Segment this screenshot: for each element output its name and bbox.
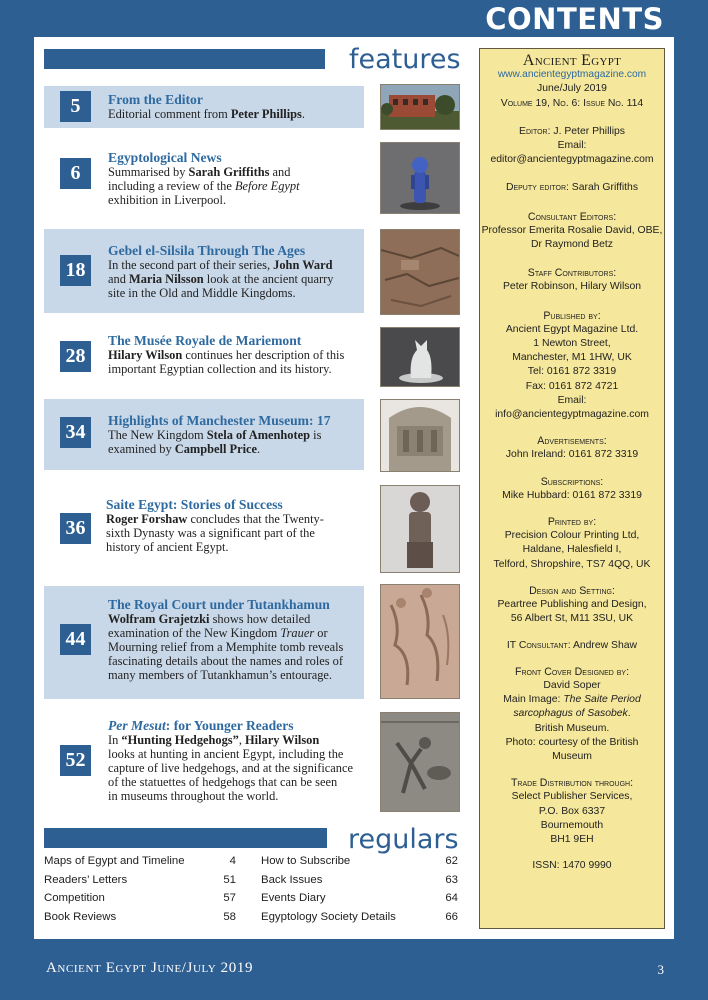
- footer-page-number: 3: [657, 962, 664, 977]
- feature-item[interactable]: 44 The Royal Court under Tutankhamun Wolfram Grajetzki shows how detailed examination of the New Kingdom Trauer or Mourning relief from a Memphite tomb reveals fascinating details about the names and roles of many members of Tutankhamun’s entourage.: [44, 586, 364, 699]
- page-number-badge: 6: [60, 158, 91, 189]
- contents-title: CONTENTS: [485, 2, 664, 36]
- page-number-badge: 18: [60, 255, 91, 286]
- masthead-sidebar: Ancient Egypt www.ancientegyptmagazine.com June/July 2019 Volume 19, No. 6: Issue No. 114 Editor: J. Peter Phillips Email: editor@ancientegyptmagazine.com Deputy editor: Sarah Griffiths Consultant Editors: Professor Emerita Rosalie David, OBE, Dr Raymond Betz Staff Contributors: Peter Robinson, Hilary Wilson Published by: Ancient Egypt Magazine Ltd. 1 Newton Street, Manchester, M1 1HW, UK Tel: 0161 872 3319 Fax: 0161 872 4721 Email: info@ancientegyptmagazine.com Advertisements: John Ireland: 0161 872 3319 Subscriptions: Mike Hubbard: 0161 872 3319 Printed by: Precision Colour Printing Ltd, Haldane, Halesfield I, Telford, Shropshire, TS7 4QQ, UK Design and Setting: Peartree Publishing and Design, 56 Albert St, M11 3SU, UK IT Consultant: Andrew Shaw Front Cover Designed by: David Soper Main Image: The Saite Period sarcophagus of Sasobek. British Museum. Photo: courtesy of the British Museum Trade Distribution through: Select Publisher Services, P.O. Box 6337 Bournemouth BH1 9EH ISSN: 1470 9990: [479, 48, 665, 929]
- cat-statue-photo: [380, 327, 460, 387]
- features-bar: [44, 49, 325, 69]
- feature-title: Gebel el-Silsila Through The Ages: [108, 243, 306, 258]
- regular-item[interactable]: Book Reviews 58: [44, 911, 236, 923]
- hunting-relief-photo: [380, 712, 460, 812]
- feature-item[interactable]: 6 Egyptological News Summarised by Sarah Griffiths and including a review of the Before Egypt exhibition in Liverpool.: [44, 142, 364, 214]
- quarry-photo: [380, 229, 460, 315]
- feature-item[interactable]: 34 Highlights of Manchester Museum: 17 The New Kingdom Stela of Amenhotep is examined by Campbell Price.: [44, 399, 364, 470]
- feature-item[interactable]: 52 Per Mesut: for Younger Readers In “Hunting Hedgehogs”, Hilary Wilson looks at hunting in ancient Egypt, including the capture of live hedgehogs, and at the significance of the statuettes of hedgehogs that can be seen in museums throughout the world.: [44, 712, 364, 812]
- feature-item[interactable]: 28 The Musée Royale de Mariemont Hilary Wilson continues her description of this important Egyptian collection and its history.: [44, 327, 364, 387]
- feature-item[interactable]: 18 Gebel el-Silsila Through The Ages In the second part of their series, John Ward and Maria Nilsson look at the ancient quarry site in the Old and Middle Kingdoms.: [44, 229, 364, 313]
- masthead-title: Ancient Egypt: [522, 52, 622, 69]
- regular-item[interactable]: Competition 57: [44, 892, 236, 904]
- feature-title: Per Mesut: for Younger Readers: [108, 718, 294, 733]
- regular-item[interactable]: Readers’ Letters 51: [44, 874, 236, 886]
- page-number-badge: 52: [60, 745, 91, 776]
- info-email[interactable]: Email: info@ancientegyptmagazine.com: [495, 394, 649, 421]
- regulars-bar: [44, 828, 327, 848]
- page-number-badge: 5: [60, 91, 91, 122]
- regular-item[interactable]: How to Subscribe 62: [261, 855, 458, 867]
- feature-title: The Royal Court under Tutankhamun: [108, 597, 330, 612]
- footer-magazine-name: Ancient Egypt June/July 2019: [46, 960, 254, 976]
- page-number-badge: 34: [60, 417, 91, 448]
- features-heading: features: [349, 44, 461, 75]
- feature-title: Egyptological News: [108, 150, 222, 165]
- page-number-badge: 28: [60, 341, 91, 372]
- relief-photo: [380, 584, 460, 699]
- figurine-photo: [380, 142, 460, 214]
- feature-title: From the Editor: [108, 92, 203, 107]
- editor-photo: [380, 84, 460, 130]
- feature-item[interactable]: 36 Saite Egypt: Stories of Success Roger Forshaw concludes that the Twenty- sixth Dynasty was a significant part of the history of ancient Egypt.: [44, 485, 364, 571]
- statue-photo: [380, 485, 460, 573]
- page-number-badge: 36: [60, 513, 91, 544]
- feature-title: Saite Egypt: Stories of Success: [106, 497, 283, 512]
- regular-item[interactable]: Egyptology Society Details 66: [261, 911, 458, 923]
- regulars-heading: regulars: [348, 824, 459, 855]
- editor-email[interactable]: Email: editor@ancientegyptmagazine.com: [490, 140, 654, 166]
- regular-item[interactable]: Back Issues 63: [261, 874, 458, 886]
- issn: ISSN: 1470 9990: [532, 860, 612, 872]
- regular-item[interactable]: Maps of Egypt and Timeline 4: [44, 855, 236, 867]
- regular-item[interactable]: Events Diary 64: [261, 892, 458, 904]
- page-number-badge: 44: [60, 624, 91, 655]
- website-link[interactable]: www.ancientegyptmagazine.com: [497, 69, 647, 81]
- feature-title: The Musée Royale de Mariemont: [108, 333, 302, 348]
- feature-item[interactable]: 5 From the Editor Editorial comment from Peter Phillips.: [44, 86, 364, 128]
- stela-photo: [380, 399, 460, 472]
- feature-title: Highlights of Manchester Museum: 17: [108, 413, 331, 428]
